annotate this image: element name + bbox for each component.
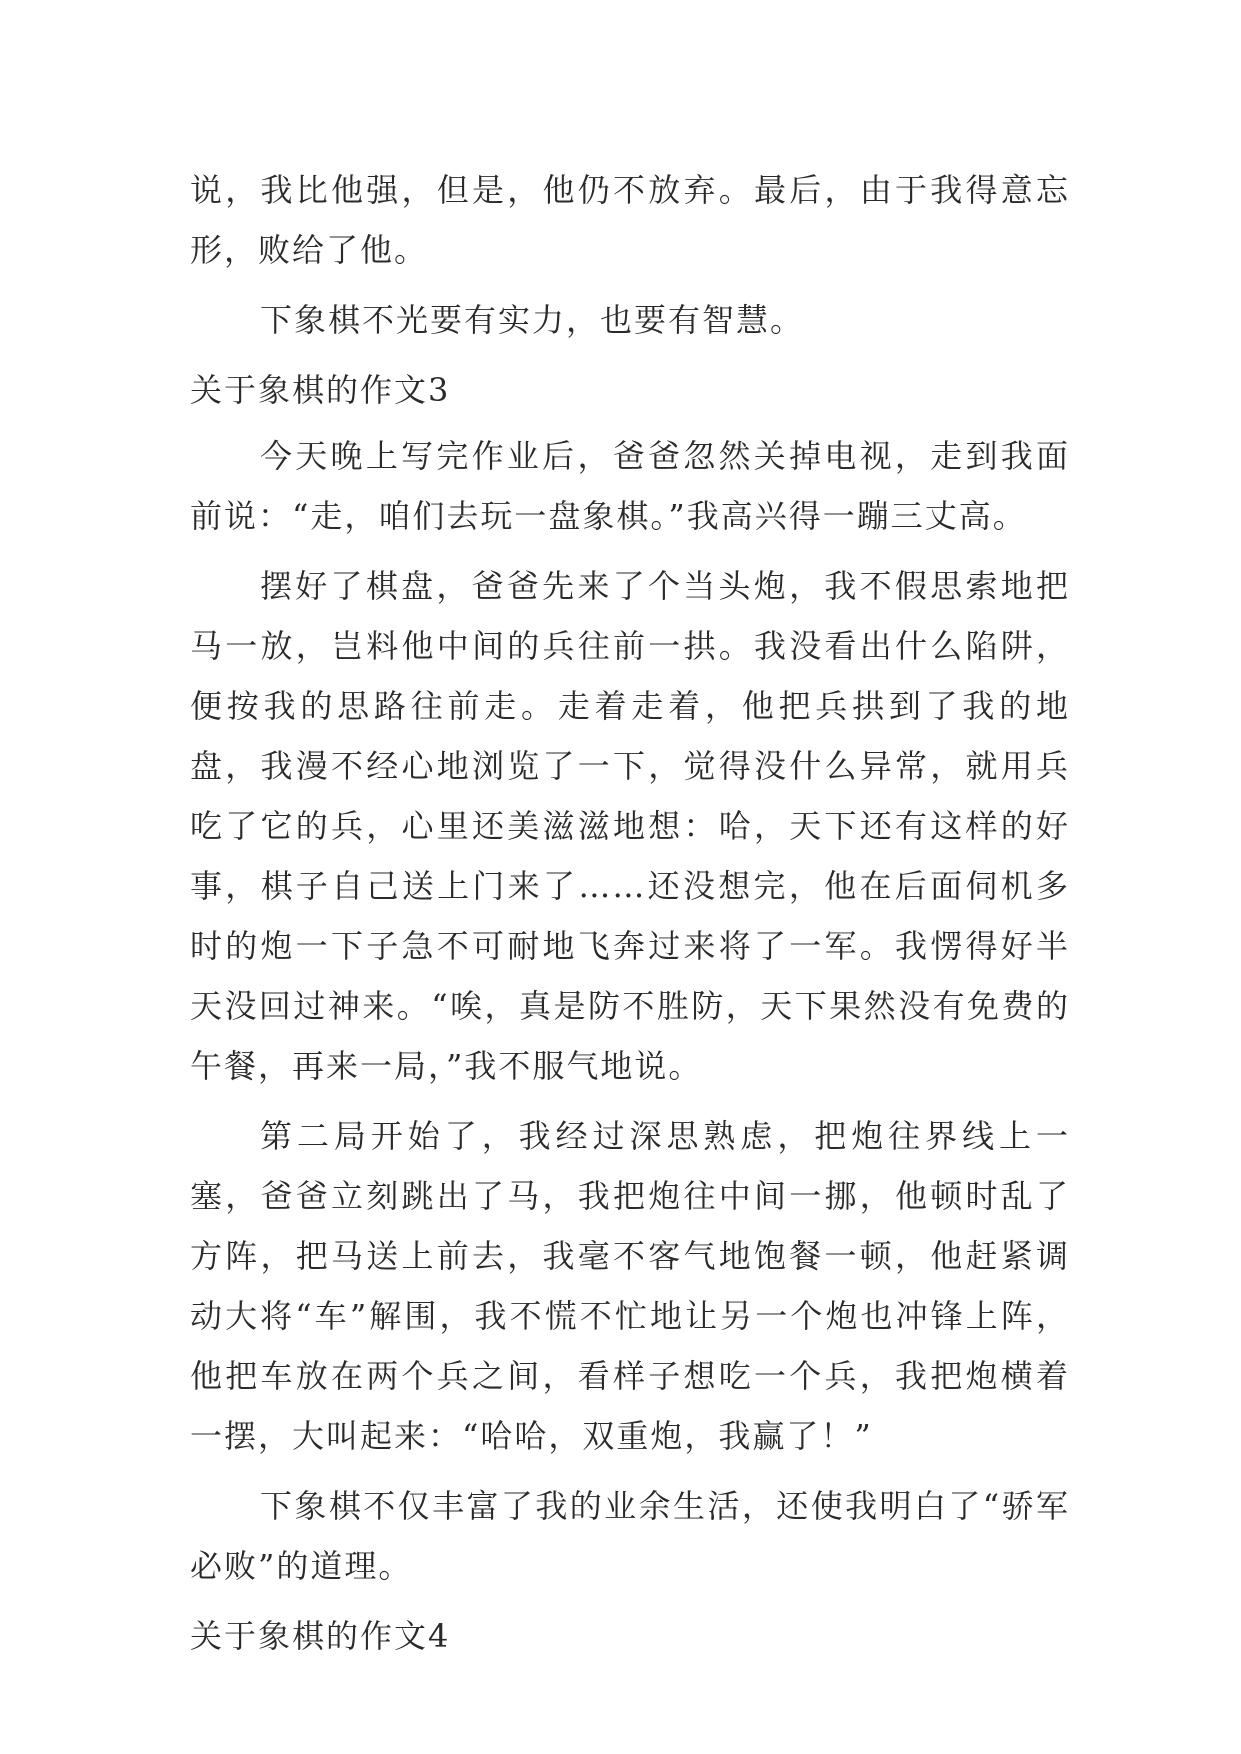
essay-heading-4: 关于象棋的作文4 [190,1617,451,1655]
essay-heading-3: 关于象棋的作文3 [190,371,451,409]
paragraph-first-game: 摆好了棋盘，爸爸先来了个当头炮，我不假思索地把马一放，岂料他中间的兵往前一拱。我没看出什么陷阱，便按我的思路往前走。走着走着，他把兵拱到了我的地盘，我漫不经心地浏览了一下，觉得没什么异常，就用兵吃了它的兵，心里还美滋滋地想：哈，天下还有这样的好事，棋子自己送上门来了……还没想完，他在后面伺机多时的炮一下子急不可耐地飞奔过来将了一军。我愣得好半天没回过神来。“唉，真是防不胜防，天下果然没有免费的午餐，再来一局，”我不服气地说。 [190,567,1070,1085]
paragraph-second-game: 第二局开始了，我经过深思熟虑，把炮往界线上一塞，爸爸立刻跳出了马，我把炮往中间一挪，他顿时乱了方阵，把马送上前去，我毫不客气地饱餐一顿，他赶紧调动大将“车”解围，我不慌不忙地让另一个炮也冲锋上阵，他把车放在两个兵之间，看样子想吃一个兵，我把炮横着一摆，大叫起来：“哈哈，双重炮，我赢了！” [190,1117,1070,1455]
paragraph-conclusion-3: 下象棋不仅丰富了我的业余生活，还使我明白了“骄军必败”的道理。 [190,1487,1070,1585]
paragraph-intro-3: 今天晚上写完作业后，爸爸忽然关掉电视，走到我面前说：“走，咱们去玩一盘象棋。”我高兴得一蹦三丈高。 [190,437,1070,535]
paragraph-continued: 说，我比他强，但是，他仍不放弃。最后，由于我得意忘形，败给了他。 [190,171,1070,269]
document-page [190,160,1070,1672]
paragraph-conclusion-2: 下象棋不光要有实力，也要有智慧。 [260,301,805,339]
